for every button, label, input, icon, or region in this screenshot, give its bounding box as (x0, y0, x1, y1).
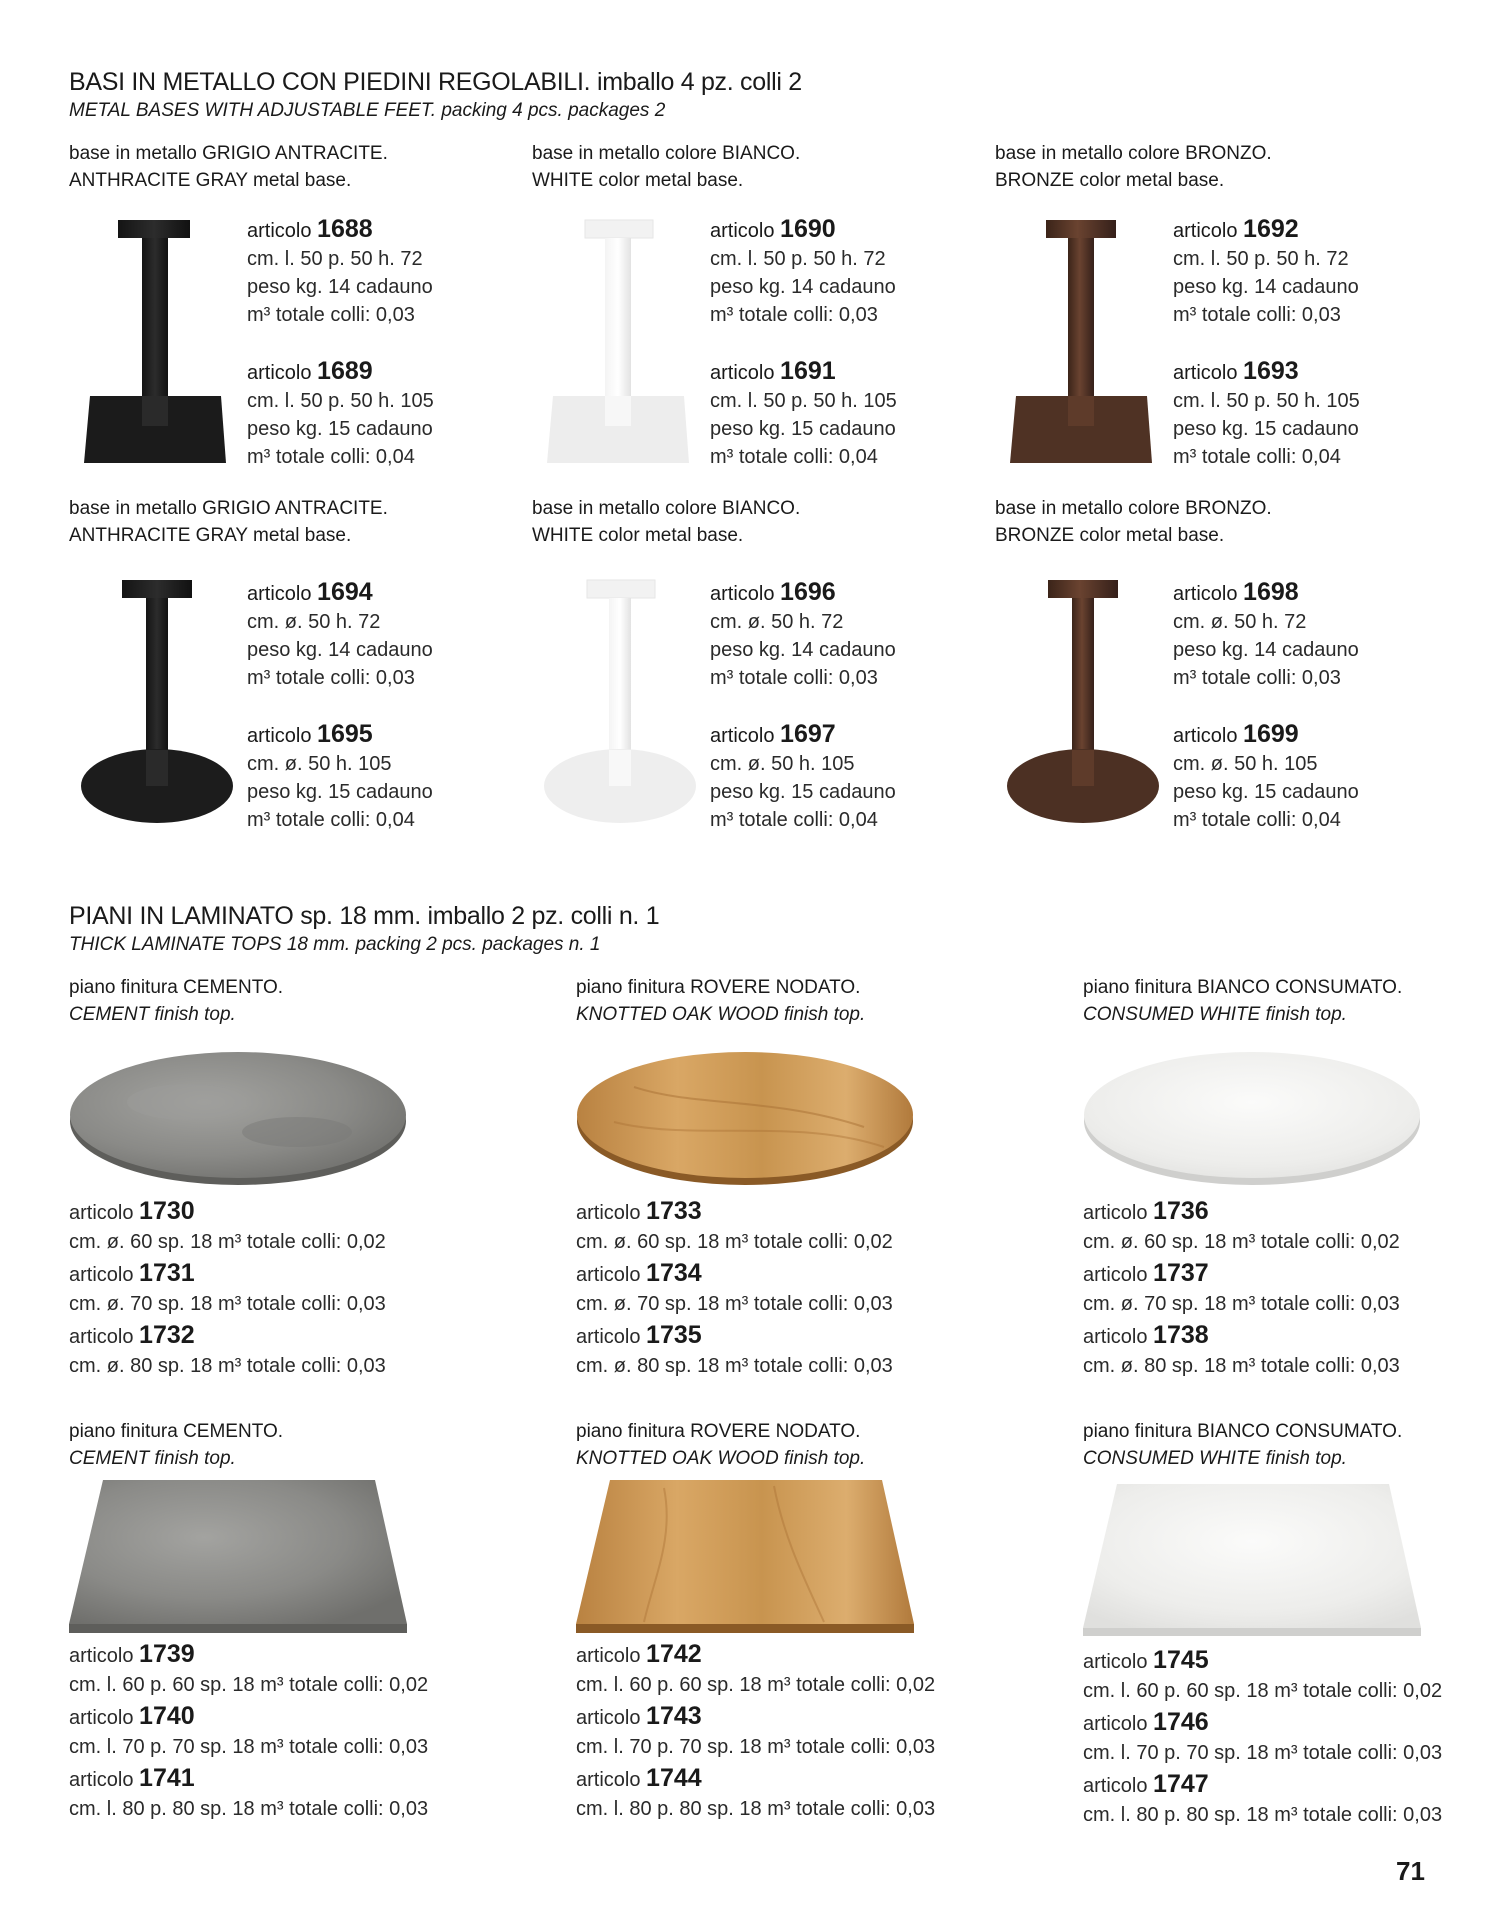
section2-subtitle: THICK LAMINATE TOPS 18 mm. packing 2 pcs. packages n. 1 (69, 934, 601, 955)
oak-square-top-image (574, 1478, 919, 1638)
article-weight: peso kg. 14 cadauno (710, 276, 896, 298)
article-spec: cm. ø. 70 sp. 18 m³ totale colli: 0,03 (1083, 1293, 1400, 1315)
page-number: 71 (1396, 1856, 1425, 1886)
caption-en: ANTHRACITE GRAY metal base. (69, 170, 352, 191)
article-code: 1730 (139, 1197, 195, 1225)
consumed-white-square-top-image (1081, 1482, 1426, 1642)
article-volume: m³ totale colli: 0,03 (710, 667, 878, 689)
article-dims: cm. l. 50 p. 50 h. 72 (1173, 248, 1349, 270)
caption-en: BRONZE color metal base. (995, 170, 1225, 191)
article-label: articolo (1083, 1202, 1148, 1224)
article-label: articolo (1173, 725, 1238, 747)
article-dims: cm. l. 50 p. 50 h. 72 (247, 248, 423, 270)
article-code: 1745 (1153, 1646, 1209, 1674)
top-spec-group (576, 1197, 893, 1381)
caption-en: CONSUMED WHITE finish top. (1083, 1448, 1347, 1469)
article-volume: m³ totale colli: 0,04 (247, 446, 415, 468)
article-volume: m³ totale colli: 0,03 (247, 304, 415, 326)
caption-it: base in metallo colore BRONZO. (995, 143, 1272, 164)
article-weight: peso kg. 15 cadauno (1173, 418, 1359, 440)
article-spec: cm. l. 70 p. 70 sp. 18 m³ totale colli: 0,03 (576, 1736, 936, 1758)
article-code: 1699 (1243, 720, 1299, 748)
base-spec-group (247, 215, 434, 471)
section1-title: BASI IN METALLO CON PIEDINI REGOLABILI. imballo 4 pz. colli 2 (69, 68, 802, 96)
article-dims: cm. ø. 50 h. 105 (710, 753, 855, 775)
article-label: articolo (710, 362, 775, 384)
article-dims: cm. l. 50 p. 50 h. 105 (1173, 390, 1360, 412)
article-code: 1746 (1153, 1708, 1209, 1736)
caption-en: KNOTTED OAK WOOD finish top. (576, 1004, 866, 1025)
article-dims: cm. ø. 50 h. 105 (247, 753, 392, 775)
cement-square-top-image (67, 1478, 412, 1638)
caption-it: piano finitura BIANCO CONSUMATO. (1083, 1421, 1403, 1442)
article-dims: cm. l. 50 p. 50 h. 105 (710, 390, 897, 412)
article-label: articolo (69, 1769, 134, 1791)
article-label: articolo (710, 220, 775, 242)
caption-en: WHITE color metal base. (532, 525, 744, 546)
article-label: articolo (1083, 1326, 1148, 1348)
top-spec-group (576, 1640, 935, 1824)
article-volume: m³ totale colli: 0,04 (710, 809, 878, 831)
base-caption (532, 140, 800, 194)
caption-it: base in metallo GRIGIO ANTRACITE. (69, 498, 388, 519)
article-code: 1747 (1153, 1770, 1209, 1798)
article-code: 1734 (646, 1259, 702, 1287)
caption-en: CEMENT finish top. (69, 1448, 236, 1469)
article-label: articolo (247, 362, 312, 384)
article-volume: m³ totale colli: 0,04 (710, 446, 878, 468)
article-label: articolo (1173, 220, 1238, 242)
article-label: articolo (576, 1769, 641, 1791)
article-spec: cm. l. 80 p. 80 sp. 18 m³ totale colli: 0,03 (69, 1798, 429, 1820)
article-volume: m³ totale colli: 0,03 (710, 304, 878, 326)
article-label: articolo (1173, 583, 1238, 605)
article-code: 1741 (139, 1764, 195, 1792)
caption-en: BRONZE color metal base. (995, 525, 1225, 546)
article-weight: peso kg. 15 cadauno (710, 781, 896, 803)
article-code: 1738 (1153, 1321, 1209, 1349)
top-spec-group (69, 1197, 386, 1381)
section2-title: PIANI IN LAMINATO sp. 18 mm. imballo 2 pz. colli n. 1 (69, 902, 660, 930)
article-code: 1733 (646, 1197, 702, 1225)
article-spec: cm. ø. 70 sp. 18 m³ totale colli: 0,03 (69, 1293, 386, 1315)
article-label: articolo (576, 1264, 641, 1286)
article-spec: cm. ø. 60 sp. 18 m³ totale colli: 0,02 (576, 1231, 893, 1253)
caption-it: piano finitura BIANCO CONSUMATO. (1083, 977, 1403, 998)
article-weight: peso kg. 14 cadauno (247, 276, 433, 298)
article-label: articolo (69, 1202, 134, 1224)
article-spec: cm. l. 70 p. 70 sp. 18 m³ totale colli: 0,03 (1083, 1742, 1443, 1764)
article-spec: cm. ø. 60 sp. 18 m³ totale colli: 0,02 (69, 1231, 386, 1253)
article-label: articolo (247, 725, 312, 747)
anthracite-round-base-image (78, 578, 238, 828)
caption-en: CONSUMED WHITE finish top. (1083, 1004, 1347, 1025)
caption-it: base in metallo colore BIANCO. (532, 498, 801, 519)
article-label: articolo (1083, 1713, 1148, 1735)
article-label: articolo (1083, 1264, 1148, 1286)
article-code: 1698 (1243, 578, 1299, 606)
anthracite-square-base-image (78, 218, 233, 468)
article-label: articolo (710, 583, 775, 605)
article-label: articolo (69, 1645, 134, 1667)
article-code: 1694 (317, 578, 373, 606)
article-spec: cm. l. 60 p. 60 sp. 18 m³ totale colli: 0,02 (69, 1674, 429, 1696)
article-label: articolo (710, 725, 775, 747)
article-spec: cm. l. 60 p. 60 sp. 18 m³ totale colli: 0,02 (1083, 1680, 1443, 1702)
article-code: 1736 (1153, 1197, 1209, 1225)
base-spec-group (1173, 215, 1360, 471)
top-caption (1083, 974, 1402, 1028)
caption-it: base in metallo colore BRONZO. (995, 498, 1272, 519)
article-code: 1690 (780, 215, 836, 243)
article-weight: peso kg. 14 cadauno (1173, 639, 1359, 661)
top-caption (576, 974, 865, 1028)
article-code: 1696 (780, 578, 836, 606)
article-code: 1692 (1243, 215, 1299, 243)
article-spec: cm. ø. 60 sp. 18 m³ totale colli: 0,02 (1083, 1231, 1400, 1253)
article-spec: cm. ø. 80 sp. 18 m³ totale colli: 0,03 (69, 1355, 386, 1377)
bronze-square-base-image (1004, 218, 1159, 468)
article-volume: m³ totale colli: 0,04 (1173, 446, 1341, 468)
article-weight: peso kg. 15 cadauno (247, 781, 433, 803)
article-code: 1737 (1153, 1259, 1209, 1287)
article-code: 1697 (780, 720, 836, 748)
article-weight: peso kg. 15 cadauno (1173, 781, 1359, 803)
article-label: articolo (69, 1326, 134, 1348)
base-caption (995, 495, 1272, 549)
article-code: 1742 (646, 1640, 702, 1668)
cement-round-top-image (67, 1047, 412, 1187)
article-dims: cm. ø. 50 h. 72 (1173, 611, 1307, 633)
base-spec-group (710, 215, 897, 471)
article-code: 1740 (139, 1702, 195, 1730)
consumed-white-round-top-image (1081, 1047, 1426, 1187)
article-label: articolo (1083, 1651, 1148, 1673)
article-weight: peso kg. 14 cadauno (247, 639, 433, 661)
base-caption (995, 140, 1272, 194)
article-code: 1689 (317, 357, 373, 385)
article-label: articolo (247, 583, 312, 605)
top-spec-group (1083, 1646, 1442, 1830)
article-spec: cm. l. 80 p. 80 sp. 18 m³ totale colli: 0,03 (576, 1798, 936, 1820)
article-code: 1695 (317, 720, 373, 748)
article-weight: peso kg. 15 cadauno (710, 418, 896, 440)
caption-it: piano finitura CEMENTO. (69, 1421, 284, 1442)
article-code: 1693 (1243, 357, 1299, 385)
article-spec: cm. l. 70 p. 70 sp. 18 m³ totale colli: 0,03 (69, 1736, 429, 1758)
caption-it: base in metallo colore BIANCO. (532, 143, 801, 164)
article-code: 1739 (139, 1640, 195, 1668)
base-caption (69, 140, 388, 194)
article-code: 1732 (139, 1321, 195, 1349)
article-label: articolo (576, 1645, 641, 1667)
white-round-base-image (541, 578, 701, 828)
caption-en: CEMENT finish top. (69, 1004, 236, 1025)
article-dims: cm. l. 50 p. 50 h. 72 (710, 248, 886, 270)
article-dims: cm. ø. 50 h. 105 (1173, 753, 1318, 775)
article-spec: cm. l. 80 p. 80 sp. 18 m³ totale colli: 0,03 (1083, 1804, 1443, 1826)
top-caption (69, 974, 283, 1028)
article-spec: cm. ø. 70 sp. 18 m³ totale colli: 0,03 (576, 1293, 893, 1315)
article-weight: peso kg. 14 cadauno (710, 639, 896, 661)
article-dims: cm. l. 50 p. 50 h. 105 (247, 390, 434, 412)
base-caption (69, 495, 388, 549)
white-square-base-image (541, 218, 696, 468)
article-dims: cm. ø. 50 h. 72 (710, 611, 844, 633)
top-caption (576, 1418, 865, 1472)
article-code: 1688 (317, 215, 373, 243)
article-volume: m³ totale colli: 0,04 (1173, 809, 1341, 831)
top-spec-group (1083, 1197, 1400, 1381)
article-code: 1735 (646, 1321, 702, 1349)
top-caption (69, 1418, 283, 1472)
caption-it: piano finitura ROVERE NODATO. (576, 977, 861, 998)
section1-subtitle: METAL BASES WITH ADJUSTABLE FEET. packing 4 pcs. packages 2 (69, 100, 666, 121)
caption-en: KNOTTED OAK WOOD finish top. (576, 1448, 866, 1469)
article-weight: peso kg. 14 cadauno (1173, 276, 1359, 298)
base-caption (532, 495, 800, 549)
caption-en: WHITE color metal base. (532, 170, 744, 191)
article-spec: cm. l. 60 p. 60 sp. 18 m³ totale colli: 0,02 (576, 1674, 936, 1696)
article-volume: m³ totale colli: 0,03 (247, 667, 415, 689)
bronze-round-base-image (1004, 578, 1164, 828)
article-spec: cm. ø. 80 sp. 18 m³ totale colli: 0,03 (1083, 1355, 1400, 1377)
oak-round-top-image (574, 1047, 919, 1187)
article-label: articolo (576, 1326, 641, 1348)
base-spec-group (1173, 578, 1359, 834)
article-code: 1743 (646, 1702, 702, 1730)
article-code: 1731 (139, 1259, 195, 1287)
article-code: 1744 (646, 1764, 702, 1792)
caption-it: piano finitura ROVERE NODATO. (576, 1421, 861, 1442)
base-spec-group (710, 578, 896, 834)
caption-it: base in metallo GRIGIO ANTRACITE. (69, 143, 388, 164)
caption-en: ANTHRACITE GRAY metal base. (69, 525, 352, 546)
article-label: articolo (69, 1707, 134, 1729)
article-label: articolo (69, 1264, 134, 1286)
top-caption (1083, 1418, 1402, 1472)
article-volume: m³ totale colli: 0,03 (1173, 304, 1341, 326)
article-weight: peso kg. 15 cadauno (247, 418, 433, 440)
base-spec-group (247, 578, 433, 834)
article-label: articolo (1173, 362, 1238, 384)
article-label: articolo (1083, 1775, 1148, 1797)
article-label: articolo (576, 1202, 641, 1224)
article-volume: m³ totale colli: 0,03 (1173, 667, 1341, 689)
article-dims: cm. ø. 50 h. 72 (247, 611, 381, 633)
top-spec-group (69, 1640, 428, 1824)
article-label: articolo (247, 220, 312, 242)
article-label: articolo (576, 1707, 641, 1729)
caption-it: piano finitura CEMENTO. (69, 977, 284, 998)
article-code: 1691 (780, 357, 836, 385)
article-spec: cm. ø. 80 sp. 18 m³ totale colli: 0,03 (576, 1355, 893, 1377)
article-volume: m³ totale colli: 0,04 (247, 809, 415, 831)
